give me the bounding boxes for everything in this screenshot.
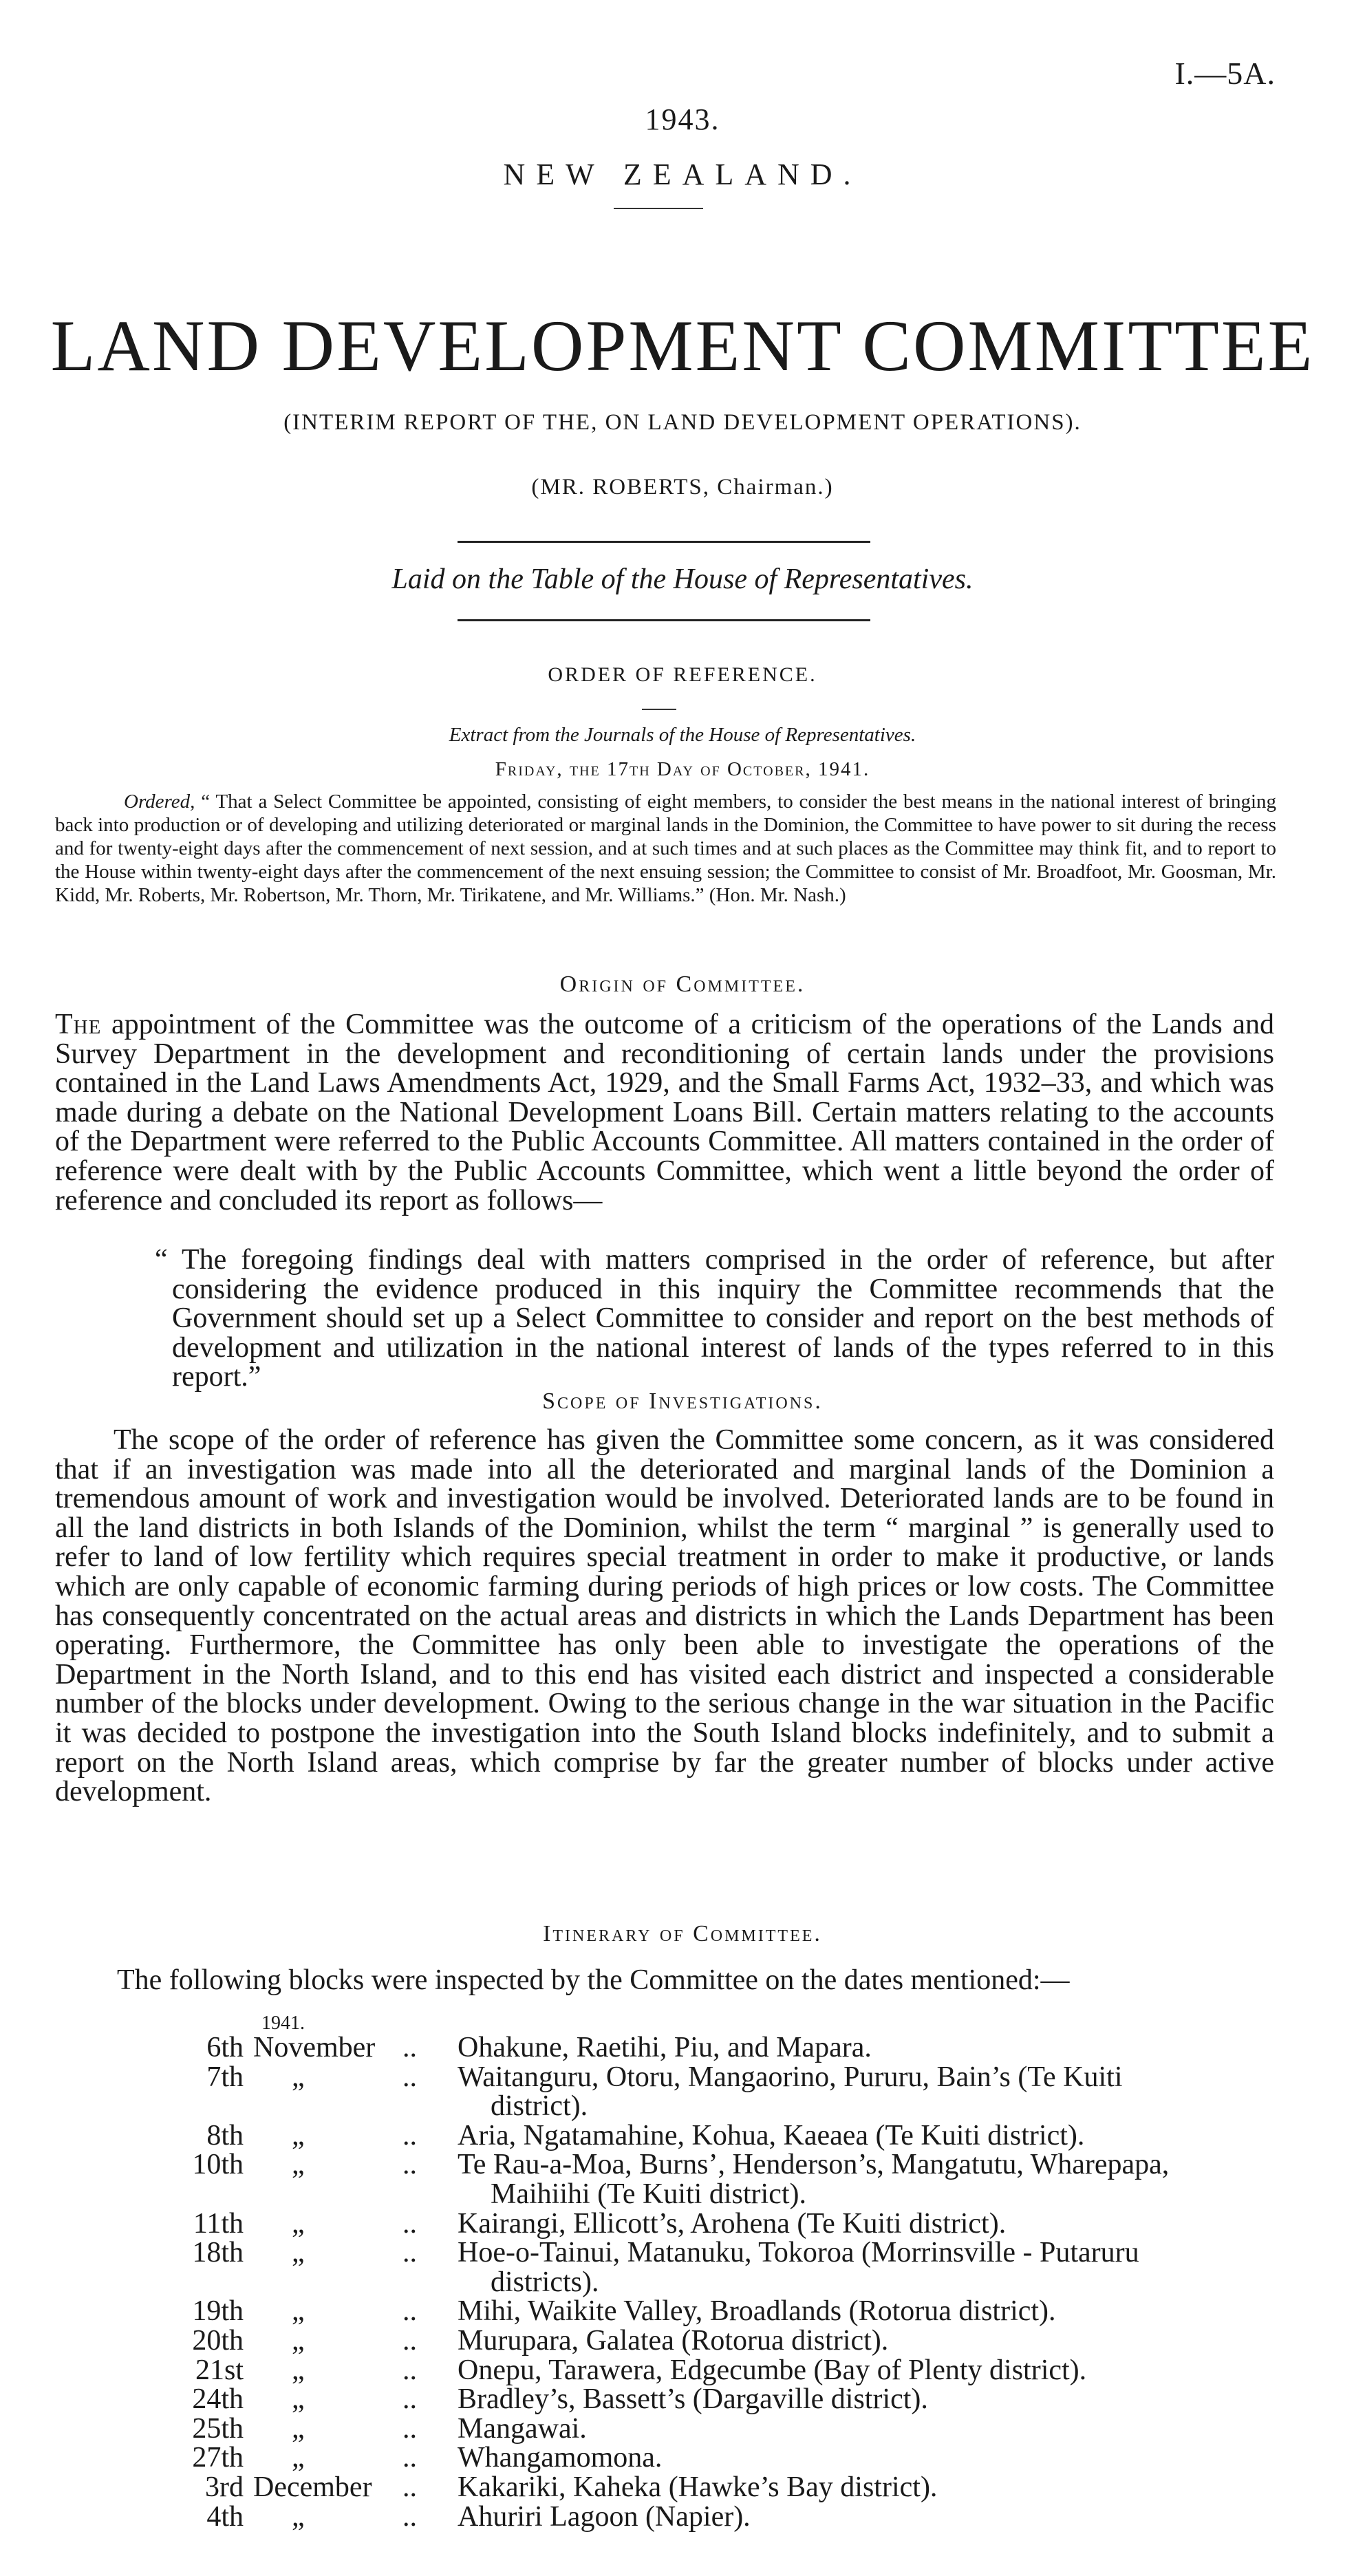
itinerary-day: 10th: [192, 2149, 244, 2181]
itinerary-heading: Itinerary of Committee.: [543, 1921, 822, 1946]
report-title: LAND DEVELOPMENT COMMITTEE: [50, 305, 1315, 386]
itinerary-leader-dots: ..: [402, 2295, 417, 2328]
itinerary-places: [458, 2209, 1276, 2239]
itinerary-date: [179, 2326, 385, 2356]
itinerary-leader-dots: ..: [402, 2354, 417, 2386]
itinerary-places: [458, 2326, 1276, 2356]
itinerary-day: 7th: [206, 2061, 244, 2093]
itinerary-date: [179, 2502, 385, 2532]
itinerary-day: 3rd: [205, 2471, 244, 2503]
chairman-line: (MR. ROBERTS, Chairman.): [531, 475, 834, 500]
itinerary-leader-dots: ..: [402, 2325, 417, 2357]
document-reference: I.—5A.: [1174, 56, 1276, 91]
report-subtitle: (INTERIM REPORT OF THE, ON LAND DEVELOPMENT OPERATIONS).: [283, 410, 1082, 435]
itinerary-leader-dots: ..: [402, 2442, 417, 2474]
origin-paragraph: [55, 1010, 1274, 1215]
itinerary-day: 18th: [192, 2237, 244, 2269]
itinerary-leader-dots: ..: [402, 2412, 417, 2445]
origin-body: appointment of the Committee was the outcome of a criticism of the operations of the Lands and Survey Department in the development and reconditioning of certain lands under the provisions contained in the Land Laws Amendments Act, 1929, and the Small Farms Act, 1932–33, and which was made during a debate on the National Development Loans Bill. Certain matters relating to the accounts of the Department were referred to the Public Accounts Committee. All matters contained in the order of reference were dealt with by the Public Accounts Committee, which went a little beyond the order of reference and concluded its report as follows—: [55, 1009, 1274, 1216]
itinerary-places-text: Ohakune, Raetihi, Piu, and Mapara.: [458, 2032, 872, 2063]
itinerary-places: [458, 2414, 1276, 2444]
itinerary-month: November: [253, 2032, 376, 2063]
itinerary-places-text: Aria, Ngatamahine, Kohua, Kaeaea (Te Kuiti district).: [458, 2119, 1085, 2151]
itinerary-date: [179, 2238, 385, 2268]
order-of-reference-body: “ That a Select Committee be appointed, consisting of eight members, to consider the best means in the national interest of bringing back into production or of developing and utilizing deteriorated or marginal lands in the Dominion, the Committee to have power to sit during the recess and for twenty-eight days after the commencement of next session, and at such times and at such places as the Committee may think fit, and to report to the House within twenty-eight days after the commencement of the next ensuing session; the Committee to consist of Mr. Broadfoot, Mr. Goosman, Mr. Kidd, Mr. Roberts, Mr. Robertson, Mr. Thorn, Mr. Tirikatene, and Mr. Williams.” (Hon. Mr. Nash.): [55, 791, 1277, 906]
divider: [458, 619, 870, 621]
itinerary-day: 19th: [192, 2295, 244, 2328]
scope-heading: Scope of Investigations.: [542, 1388, 823, 1414]
divider: [458, 541, 870, 543]
itinerary-places: [458, 2473, 1276, 2502]
itinerary-day: 25th: [192, 2412, 244, 2445]
itinerary-lead: The following blocks were inspected by the Committee on the dates mentioned:—: [117, 1964, 1070, 1996]
itinerary-day: 21st: [195, 2354, 244, 2386]
itinerary-places: [458, 2443, 1276, 2473]
laid-on-table-line: Laid on the Table of the House of Representatives.: [391, 564, 974, 595]
itinerary-places-continuation: district).: [491, 2090, 588, 2123]
itinerary-date: [179, 2356, 385, 2385]
itinerary-places: [458, 2063, 1276, 2121]
itinerary-places-text: Mangawai.: [458, 2412, 587, 2445]
itinerary-date: [179, 2150, 385, 2180]
itinerary-month: „: [292, 2383, 305, 2416]
itinerary-places: [458, 2502, 1276, 2532]
itinerary-date: [179, 2385, 385, 2414]
itinerary-leader-dots: ..: [402, 2383, 417, 2416]
itinerary-places-text: Bradley’s, Bassett’s (Dargaville district).: [458, 2383, 928, 2416]
itinerary-month: „: [292, 2412, 305, 2445]
itinerary-places-text: Ahuriri Lagoon (Napier).: [458, 2500, 751, 2533]
itinerary-day: 11th: [193, 2207, 244, 2240]
itinerary-month: „: [292, 2325, 305, 2357]
itinerary-places: [458, 2238, 1276, 2297]
itinerary-places: [458, 2385, 1276, 2414]
order-of-reference-heading: ORDER OF REFERENCE.: [548, 663, 817, 686]
ordered-label: Ordered,: [124, 791, 195, 813]
itinerary-month: „: [292, 2237, 305, 2269]
itinerary-month: „: [292, 2119, 305, 2151]
itinerary-date: [179, 2121, 385, 2151]
itinerary-day: 24th: [192, 2383, 244, 2416]
itinerary-leader-dots: ..: [402, 2032, 417, 2063]
report-year: 1943.: [645, 103, 720, 136]
itinerary-places-text: Murupara, Galatea (Rotorua district).: [458, 2325, 889, 2357]
itinerary-day: 6th: [206, 2032, 244, 2063]
itinerary-date: [179, 2033, 385, 2063]
itinerary-places-text: Te Rau-a-Moa, Burns’, Henderson’s, Mangatutu, Wharepapa,: [458, 2149, 1170, 2181]
divider: [614, 208, 703, 209]
itinerary-date: [179, 2443, 385, 2473]
itinerary-leader-dots: ..: [402, 2237, 417, 2269]
itinerary-leader-dots: ..: [402, 2207, 417, 2240]
itinerary-date: [179, 2297, 385, 2326]
itinerary-month: „: [292, 2061, 305, 2093]
itinerary-month: December: [253, 2471, 372, 2503]
itinerary-year: 1941.: [261, 2012, 305, 2034]
itinerary-leader-dots: ..: [402, 2149, 417, 2181]
itinerary-leader-dots: ..: [402, 2119, 417, 2151]
itinerary-places-text: Hoe-o-Tainui, Matanuku, Tokoroa (Morrinsville - Putaruru: [458, 2237, 1139, 2269]
itinerary-places-text: Waitanguru, Otoru, Mangaorino, Pururu, Bain’s (Te Kuiti: [458, 2061, 1123, 2093]
itinerary-places: [458, 2033, 1276, 2063]
divider: [642, 709, 676, 710]
itinerary-date: [179, 2473, 385, 2502]
itinerary-month: „: [292, 2442, 305, 2474]
itinerary-day: 27th: [192, 2442, 244, 2474]
origin-heading: Origin of Committee.: [559, 972, 806, 997]
itinerary-leader-dots: ..: [402, 2061, 417, 2093]
itinerary-places: [458, 2121, 1276, 2151]
itinerary-places-continuation: Maihiihi (Te Kuiti district).: [491, 2178, 806, 2210]
itinerary-date: [179, 2414, 385, 2444]
itinerary-day: 8th: [206, 2119, 244, 2151]
itinerary-places-text: Kakariki, Kaheka (Hawke’s Bay district).: [458, 2471, 938, 2503]
itinerary-places: [458, 2297, 1276, 2326]
itinerary-places-text: Onepu, Tarawera, Edgecumbe (Bay of Plenty district).: [458, 2354, 1087, 2386]
itinerary-day: 20th: [192, 2325, 244, 2357]
itinerary-leader-dots: ..: [402, 2500, 417, 2533]
itinerary-date: [179, 2063, 385, 2092]
itinerary-month: „: [292, 2207, 305, 2240]
itinerary-month: „: [292, 2149, 305, 2181]
itinerary-places: [458, 2356, 1276, 2385]
origin-first-word: The: [55, 1009, 102, 1040]
itinerary-month: „: [292, 2354, 305, 2386]
itinerary-places-text: Kairangi, Ellicott’s, Arohena (Te Kuiti district).: [458, 2207, 1007, 2240]
extract-line: Extract from the Journals of the House of Representatives.: [449, 724, 916, 746]
itinerary-places-text: Whangamomona.: [458, 2442, 663, 2474]
itinerary-leader-dots: ..: [402, 2471, 417, 2503]
itinerary-month: „: [292, 2295, 305, 2328]
itinerary-date: [179, 2209, 385, 2239]
order-of-reference-text: [55, 790, 1276, 907]
dateline: Friday, the 17th Day of October, 1941.: [495, 758, 870, 780]
itinerary-month: „: [292, 2500, 305, 2533]
committee-quote: “ The foregoing findings deal with matters comprised in the order of reference, but after considering the evidence produced in this inquiry the Committee recommends that the Government should set up a Select Committee to consider and report on the best methods of development and utilization in the national interest of lands of the types referred to in this report.”: [155, 1244, 1274, 1393]
country-name: NEW ZEALAND.: [503, 158, 862, 191]
scope-paragraph: The scope of the order of reference has given the Committee some concern, as it was considered that if an investigation was made into all the deteriorated and marginal lands of the Dominion a tremendous amount of work and investigation would be involved. Deteriorated lands are to be found in all the land districts in both Islands of the Dominion, whilst the term “ marginal ” is generally used to refer to land of low fertility which requires special treatment in order to make it productive, or lands which are only capable of economic farming during periods of high prices or low costs. The Committee has consequently concentrated on the actual areas and districts in which the Lands Department has been operating. Furthermore, the Committee has only been able to investigate the operations of the Department in the North Island, and to this end has visited each district and inspected a considerable number of the blocks under development. Owing to the serious change in the war situation in the Pacific it was decided to postpone the investigation into the South Island blocks indefinitely, and to submit a report on the North Island areas, which comprise by far the greater number of blocks under active development.: [55, 1424, 1274, 1808]
itinerary-day: 4th: [206, 2500, 244, 2533]
itinerary-places-text: Mihi, Waikite Valley, Broadlands (Rotorua district).: [458, 2295, 1056, 2328]
itinerary-places-continuation: districts).: [491, 2266, 599, 2298]
itinerary-places: [458, 2150, 1276, 2209]
